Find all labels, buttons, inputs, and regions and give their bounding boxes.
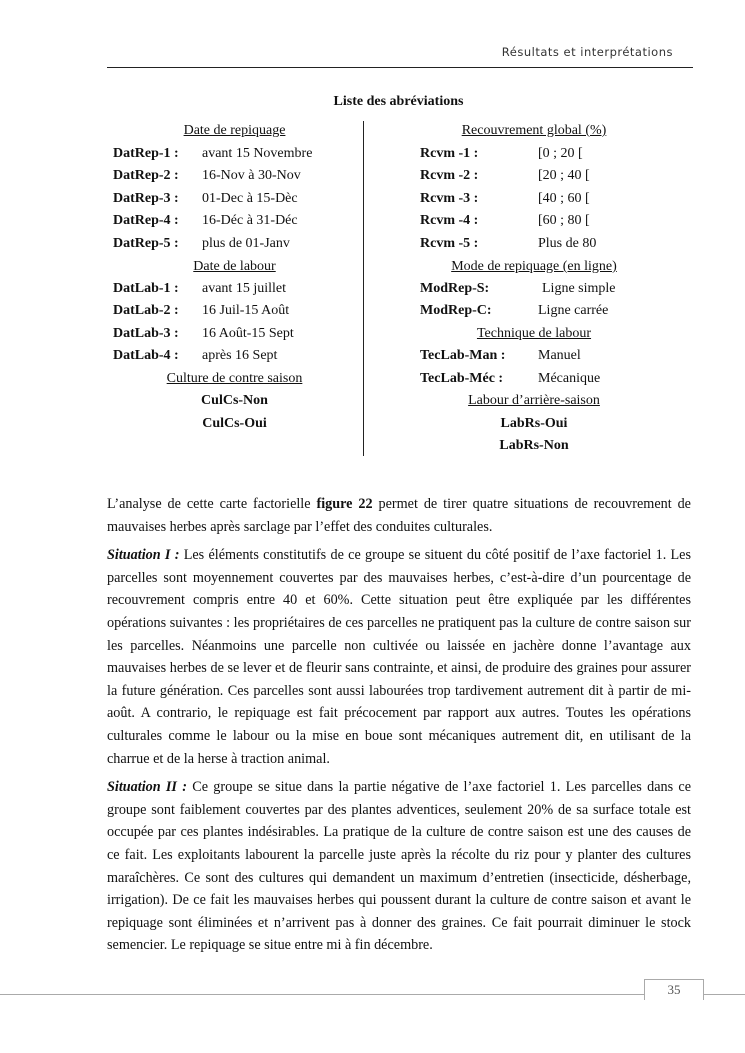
abbr-code: DatLab-1 : xyxy=(113,281,179,296)
abbr-code: DatLab-3 : xyxy=(113,326,179,341)
heading-mode-repiquage: Mode de repiquage (en ligne) xyxy=(451,259,617,274)
abbr-value: Mécanique xyxy=(538,371,601,386)
heading-culture-contre-saison: Culture de contre saison xyxy=(166,371,303,386)
abbr-code: DatRep-4 : xyxy=(113,213,179,228)
abbr-code: ModRep-C: xyxy=(420,303,492,318)
paragraph-intro xyxy=(107,493,691,538)
abbr-code: Rcvm -2 : xyxy=(420,168,479,183)
abbr-labrs-oui: LabRs-Oui xyxy=(500,416,568,431)
abbr-culcs-non: CulCs-Non xyxy=(201,393,268,408)
abbr-code: DatLab-4 : xyxy=(113,348,179,363)
abbr-value: 01-Dec à 15-Dèc xyxy=(202,191,298,206)
abbr-code: DatRep-5 : xyxy=(113,236,179,251)
situation-1-text: Les éléments constitutifs de ce groupe se situent du côté positif de l’axe factoriel 1. Les parcelles sont moyennement couvertes par des mauvaises herbes, c’est-à-dire d’un pourcentage de recouvrement compris entre 40 et 60%. Cette situation peut être expliquée par les différentes opérations suivantes : les propriétaires de ces parcelles ne pratiquent pas la culture de contre saison sur les parcelles. Néanmoins une parcelle non cultivée ou laissée en jachère donne l’avantage aux mauvaises herbes de se lever et de fleurir sans contrainte, et ainsi, de produire des graines pour assurer la future génération. Ces parcelles sont aussi labourées trop tardivement autrement dit à partir de mi-août. A contrario, le repiquage est fait précocement par rapport aux autres. Toutes les opérations culturales comme le labour ou la mise en boue sont mécaniques autrement dit, en utilisant de la charrue et de la herse à traction animal. xyxy=(107,547,691,767)
abbr-code: DatRep-3 : xyxy=(113,191,179,206)
heading-date-repiquage: Date de repiquage xyxy=(183,123,286,138)
abbr-value: 16 Août-15 Sept xyxy=(202,326,294,341)
abbr-code: TecLab-Méc : xyxy=(420,371,504,386)
heading-technique-labour: Technique de labour xyxy=(476,326,592,341)
abbr-value: plus de 01-Janv xyxy=(202,236,290,251)
header-title: Résultats et interprétations xyxy=(501,45,673,59)
abbr-value: [40 ; 60 [ xyxy=(538,191,590,206)
situation-2-text: Ce groupe se situe dans la partie négative de l’axe factoriel 1. Les parcelles dans ce groupe sont faiblement couvertes par des plantes adventices, seulement 20% de sa surface totale est occupée par ces plantes indésirables. La pratique de la culture de contre saison est une des causes de ce fait. Les exploitants labourent la parcelle juste après la récolte du riz pour y planter des cultures maraîchères. Ce sont des cultures qui demandent un maximum d’entretien (insecticide, désherbage, irrigation). De ce fait les mauvaises herbes qui poussent durant la culture de contre saison et avant le repiquage sont éliminées et n’arrivent pas à donner des graines. Ce fait pourrait diminuer le stock semencier. Le repiquage se situe entre mi à fin décembre. xyxy=(107,779,691,954)
abbr-value: après 16 Sept xyxy=(202,348,278,363)
column-divider xyxy=(363,121,364,456)
abbr-value: Ligne carrée xyxy=(538,303,609,318)
heading-recouvrement-global: Recouvrement global (%) xyxy=(461,123,607,138)
abbr-code: TecLab-Man : xyxy=(420,348,506,363)
situation-2-label: Situation II : xyxy=(107,779,187,796)
abbr-value: [0 ; 20 [ xyxy=(538,146,583,161)
abbr-code: Rcvm -3 : xyxy=(420,191,479,206)
abbr-value: avant 15 Novembre xyxy=(202,146,313,161)
abbr-value: 16 Juil-15 Août xyxy=(202,303,290,318)
abbr-labrs-non: LabRs-Non xyxy=(499,438,569,453)
abbr-value: 16-Nov à 30-Nov xyxy=(202,168,301,183)
heading-date-labour: Date de labour xyxy=(193,259,276,274)
abbr-value: 16-Déc à 31-Déc xyxy=(202,213,298,228)
page-number: 35 xyxy=(644,979,704,1000)
heading-labour-arriere-saison: Labour d’arrière-saison xyxy=(468,393,600,408)
abbr-value: [60 ; 80 [ xyxy=(538,213,590,228)
footer-line xyxy=(0,994,745,995)
abbr-code: Rcvm -4 : xyxy=(420,213,479,228)
abbr-value: Manuel xyxy=(538,348,581,363)
intro-text-continued: permet de tirer quatre situations de recouvrement de mauvaises herbes après sarclage par l’effet des conduites culturales. xyxy=(107,496,691,535)
abbr-code: DatLab-2 : xyxy=(113,303,179,318)
abbr-code: Rcvm -1 : xyxy=(420,146,479,161)
paragraph-situation-1 xyxy=(107,544,691,770)
abbr-value: [20 ; 40 [ xyxy=(538,168,590,183)
abbr-code: DatRep-1 : xyxy=(113,146,179,161)
abbr-value: Plus de 80 xyxy=(538,236,597,251)
situation-1-label: Situation I : xyxy=(107,547,180,564)
page-header xyxy=(107,40,693,68)
abbr-culcs-oui: CulCs-Oui xyxy=(202,416,267,431)
body-text xyxy=(107,493,691,963)
figure-reference: figure 22 xyxy=(316,496,373,512)
abbr-value: Ligne simple xyxy=(542,281,616,296)
abbr-code: DatRep-2 : xyxy=(113,168,179,183)
abbr-value: avant 15 juillet xyxy=(202,281,286,296)
page-title: Liste des abréviations xyxy=(333,94,464,109)
abbr-code: Rcvm -5 : xyxy=(420,236,479,251)
paragraph-situation-2 xyxy=(107,776,691,957)
abbr-code: ModRep-S: xyxy=(420,281,490,296)
intro-text: L’analyse de cette carte factorielle xyxy=(107,496,317,512)
